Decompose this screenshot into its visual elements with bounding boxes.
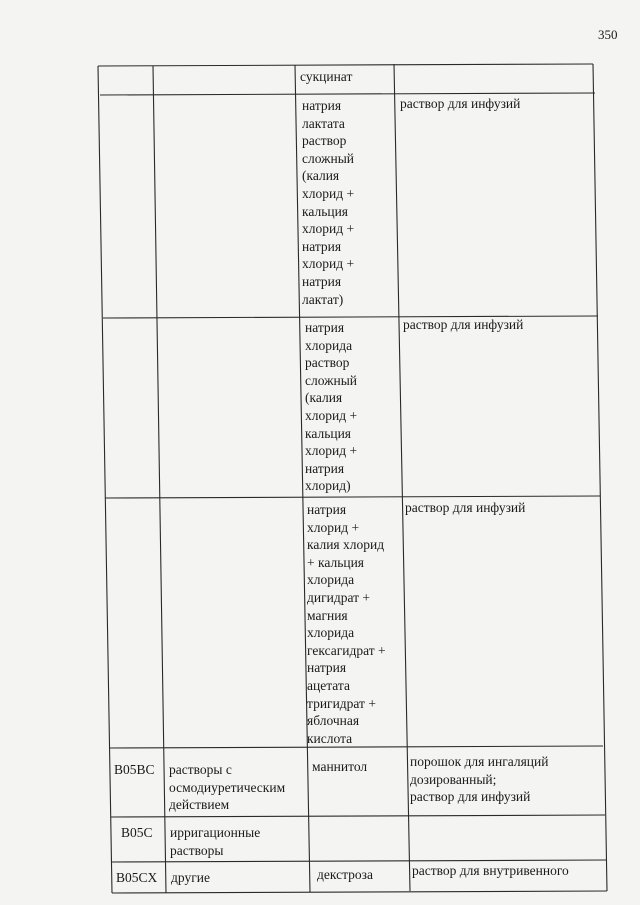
table-rule bbox=[105, 496, 600, 498]
table-rule bbox=[112, 891, 607, 893]
dosage-form-cell: раствор для инфузий bbox=[403, 317, 524, 332]
table-rule bbox=[593, 64, 607, 891]
dosage-form-cell: раствор для инфузий bbox=[400, 96, 521, 111]
table-rule bbox=[98, 64, 593, 66]
group-name-cell: ирригационные растворы bbox=[170, 825, 261, 858]
table-rule bbox=[103, 316, 598, 318]
table-rule bbox=[153, 66, 166, 893]
dosage-form-cell: раствор для внутривенного bbox=[412, 863, 569, 878]
atc-code-cell: B05BC bbox=[114, 762, 155, 777]
dosage-form-cell: раствор для инфузий bbox=[405, 500, 526, 515]
drug-name-cell: маннитол bbox=[312, 759, 368, 774]
table-rule bbox=[111, 815, 605, 817]
table-rule bbox=[98, 66, 112, 893]
drug-name-cell: натрия лактата раствор сложный (калия хлорид + кальция хлорид + натрия хлорид + натрия лактат) bbox=[302, 98, 355, 307]
dosage-form-cell: порошок для ингаляций дозированный; раствор для инфузий bbox=[410, 754, 549, 805]
drug-name-cell: декстроза bbox=[317, 867, 373, 882]
table-rule bbox=[394, 64, 410, 891]
atc-code-cell: B05CX bbox=[116, 870, 158, 885]
page-number: 350 bbox=[598, 27, 618, 42]
group-name-cell: растворы с осмодиуретическим действием bbox=[169, 762, 286, 813]
drug-name-cell: натрия хлорид + калия хлорид + кальция хлорида дигидрат + магния хлорида гексагидрат + натрия ацетата тригидрат + яблочная кислота bbox=[307, 502, 386, 746]
drug-name-cell: натрия хлорида раствор сложный (калия хлорид + кальция хлорид + натрия хлорид) bbox=[305, 320, 358, 494]
drug-name-cell: сукцинат bbox=[300, 69, 353, 84]
atc-code-cell: B05C bbox=[121, 825, 153, 840]
table-rule bbox=[100, 93, 595, 95]
group-name-cell: другие bbox=[171, 870, 210, 885]
